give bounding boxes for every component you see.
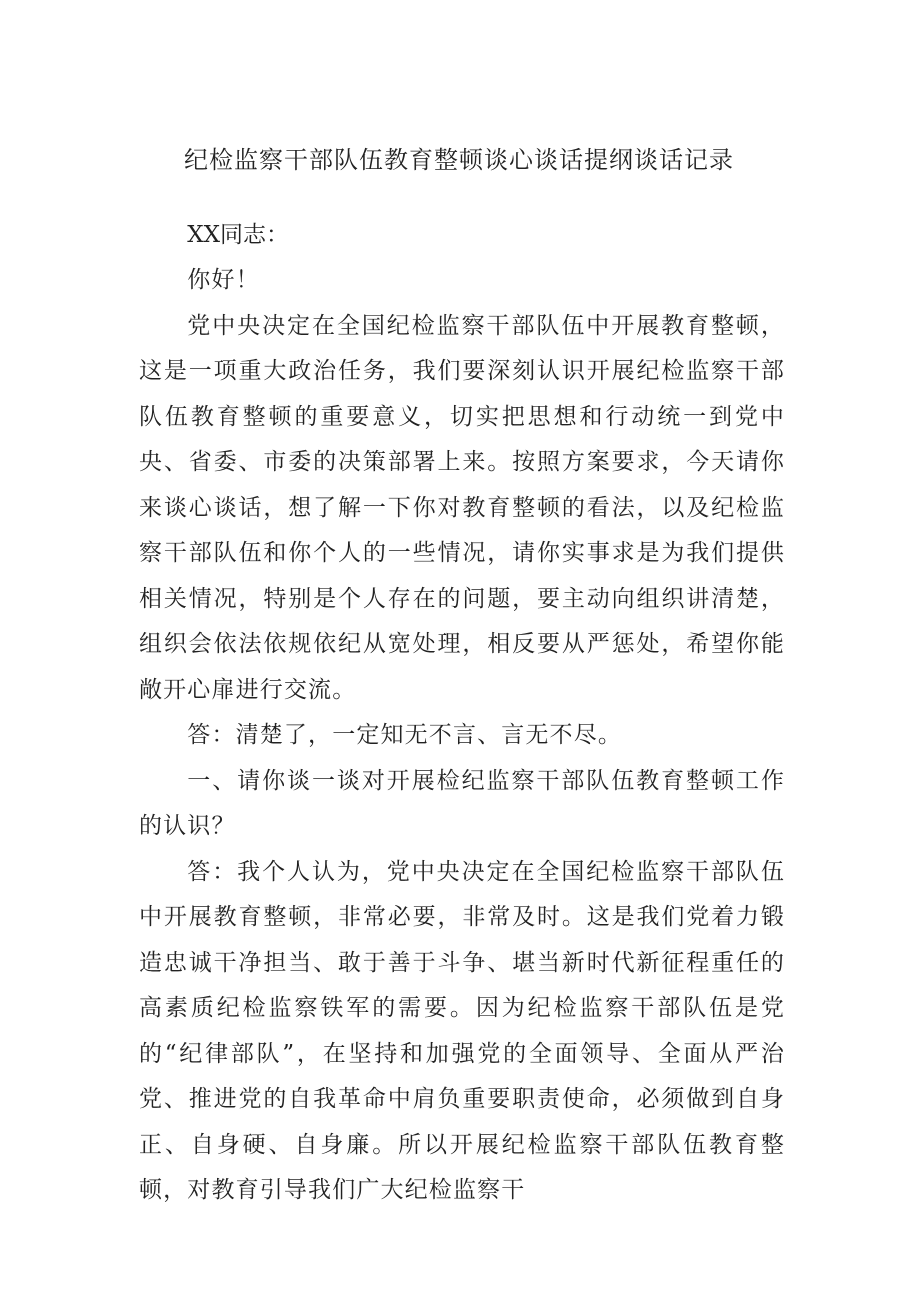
document-page bbox=[139, 140, 785, 1214]
document-title: 纪检监察干部队伍教育整顿谈心谈话提纲谈话记录 bbox=[184, 146, 734, 174]
answer-paragraph-1: 答：清楚了，一定知无不言、言无不尽。 bbox=[187, 722, 622, 748]
answer-paragraph-2: 答：我个人认为，党中央决定在全国纪检监察干部队伍中开展教育整顿，非常必要，非常及时。这是我们党着力锻造忠诚干净担当、敢于善于斗争、堪当新时代新征程重任的高素质纪检监察铁军的需要。因为纪检监察干部队伍是党的“纪律部队”，在坚持和加强党的全面领导、全面从严治党、推进党的自我革命中肩负重要职责使命，必须做到自身正、自身硬、自身廉。所以开展纪检监察干部队伍教育整顿，对教育引导我们广大纪检监察干 bbox=[139, 858, 785, 1203]
intro-paragraph: 党中央决定在全国纪检监察干部队伍中开展教育整顿，这是一项重大政治任务，我们要深刻认识开展纪检监察干部队伍教育整顿的重要意义，切实把思想和行动统一到党中央、省委、市委的决策部署上来。按照方案要求，今天请你来谈心谈话，想了解一下你对教育整顿的看法，以及纪检监察干部队伍和你个人的一些情况，请你实事求是为我们提供相关情况，特别是个人存在的问题，要主动向组织讲清楚，组织会依法依规依纪从宽处理，相反要从严惩处，希望你能敞开心扉进行交流。 bbox=[139, 312, 785, 703]
question-paragraph-1: 一、请你谈一谈对开展检纪监察干部队伍教育整顿工作的认识？ bbox=[139, 767, 785, 839]
salutation: XX同志： bbox=[187, 222, 290, 248]
greeting: 你好！ bbox=[187, 267, 260, 293]
